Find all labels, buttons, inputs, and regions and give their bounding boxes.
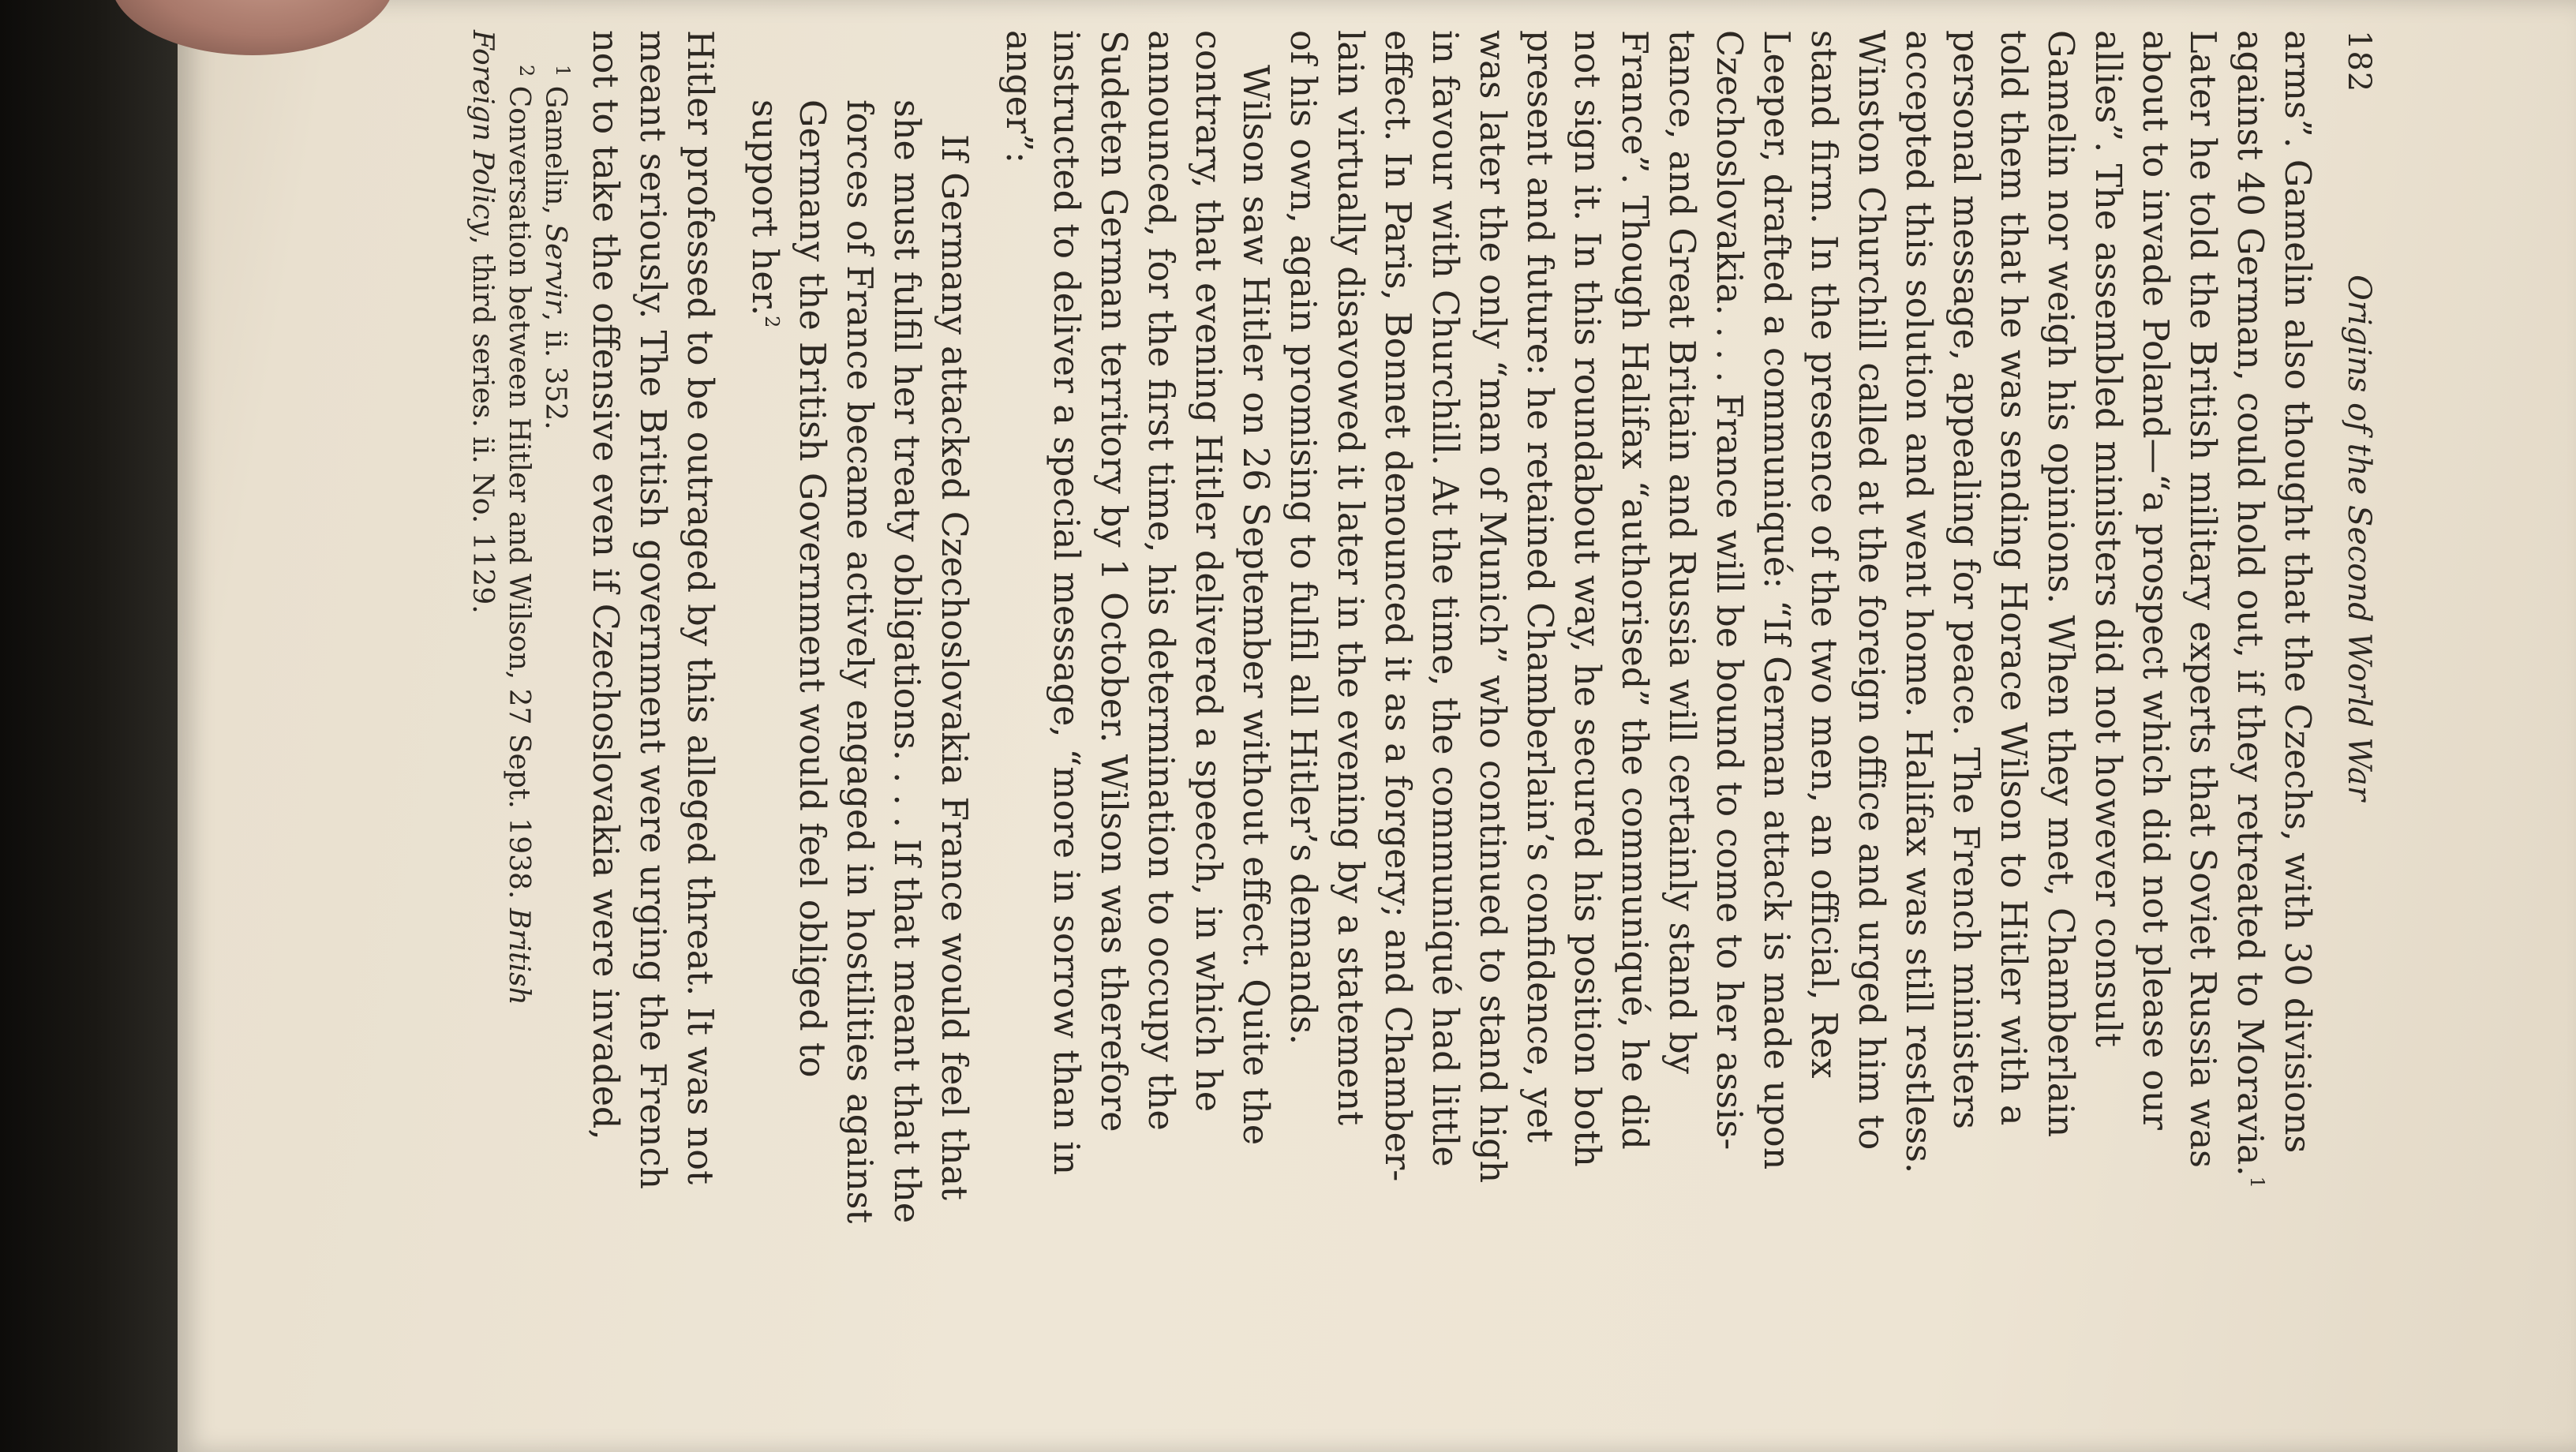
text-line: in favour with Churchill. At the time, the communiqué had little xyxy=(1425,30,1465,1167)
text-line: anger”: xyxy=(998,30,1039,164)
text-line: lain virtually disavowed it later in the evening by a statement xyxy=(1330,30,1370,1126)
text-line: Gamelin nor weigh his opinions. When they met, Chamberlain xyxy=(2040,30,2080,1138)
page-header xyxy=(2320,30,2383,1395)
text-line: tance, and Great Britain and Russia will certainly stand by xyxy=(1661,30,1702,1074)
text-line: Czechoslovakia. . . . France will be bound to come to her assis- xyxy=(1709,30,1749,1151)
text-line: she must fulfil her treaty obligations. . . . If that meant that the xyxy=(886,99,927,1224)
page-number: 182 xyxy=(2341,30,2377,93)
text-line: was later the only “man of Munich” who continued to stand high xyxy=(1472,30,1512,1184)
text-line: arms”. Gamelin also thought that the Czechs, with 30 divisions xyxy=(2277,30,2317,1154)
text-line: personal message, appealing for peace. The French ministers xyxy=(1945,30,1986,1130)
text-line: of his own, again promising to fulfil all Hitler’s demands. xyxy=(1282,30,1323,1045)
text-line: France”. Though Halifax “authorised” the communiqué, he did xyxy=(1614,30,1654,1150)
text-line: accepted this solution and went home. Halifax was still restless. xyxy=(1898,30,1938,1174)
text-line: meant seriously. The British government were urging the French xyxy=(632,30,672,1190)
text-line: announced, for the first time, his determination to occupy the xyxy=(1140,30,1181,1131)
page-content xyxy=(458,30,2383,1395)
text-line: support her.$^2$ xyxy=(744,99,784,328)
text-line: instructed to deliver a special message, “more in sorrow than in xyxy=(1046,30,1086,1176)
text-line: told them that he was sending Horace Wilson to Hitler with a xyxy=(1993,30,2033,1126)
text-line: Leeper, drafted a communiqué: “If German attack is made upon xyxy=(1756,30,1796,1170)
block-quote xyxy=(740,99,977,1395)
text-line: Winston Churchill called at the foreign office and urged him to xyxy=(1851,30,1891,1151)
text-line: effect. In Paris, Bonnet denounced it as a forgery; and Chamber- xyxy=(1377,30,1417,1182)
text-line: Wilson saw Hitler on 26 September without effect. Quite the xyxy=(1235,65,1275,1146)
text-line: present and future: he retained Chamberlain’s confidence, yet xyxy=(1519,30,1559,1143)
text-line: allies”. The assembled ministers did not however consult xyxy=(2087,30,2128,1047)
footnote-2-continued: Foreign Policy, third series. ii. No. 1129. xyxy=(466,30,499,614)
footnote-1: $^1$ Gamelin, Servir, ii. 352. xyxy=(539,65,574,430)
text-line: Germany the British Government would feel obliged to xyxy=(792,99,832,1078)
text-line: about to invade Poland—“a prospect which did not please our xyxy=(2135,30,2175,1130)
running-title: Origins of the Second World War xyxy=(2341,275,2377,801)
text-line: Hitler professed to be outraged by this alleged threat. It was not xyxy=(680,30,720,1184)
footnote-marker: 2 xyxy=(760,316,783,328)
footnotes xyxy=(464,30,573,1395)
text-line: If Germany attacked Czechoslovakia France would feel that xyxy=(934,134,974,1200)
text-line: against 40 German, could hold out, if they retreated to Moravia.$^1$ xyxy=(2230,30,2270,1188)
paragraph-3 xyxy=(581,30,723,1395)
paragraph-1 xyxy=(1279,30,2320,1395)
footnote-marker: 1 xyxy=(2245,1176,2268,1188)
text-line: not sign it. In this roundabout way, he secured his position both xyxy=(1567,30,1607,1167)
text-line: forces of France became actively engaged in hostilities against xyxy=(839,99,879,1224)
text-line: not to take the offensive even if Czechoslovakia were invaded, xyxy=(585,30,625,1140)
footnote-2: $^2$ Conversation between Hitler and Wilson, 27 Sept. 1938. British xyxy=(503,65,537,1005)
text-line: contrary, that evening Hitler delivered a speech, in which he xyxy=(1188,30,1228,1113)
text-line: Sudeten German territory by 1 October. Wilson was therefore xyxy=(1093,30,1133,1132)
text-line: stand firm. In the presence of the two men, an official, Rex xyxy=(1803,30,1844,1079)
paragraph-2 xyxy=(994,30,1279,1395)
text-line: Later he told the British military experts that Soviet Russia was xyxy=(2182,30,2222,1168)
